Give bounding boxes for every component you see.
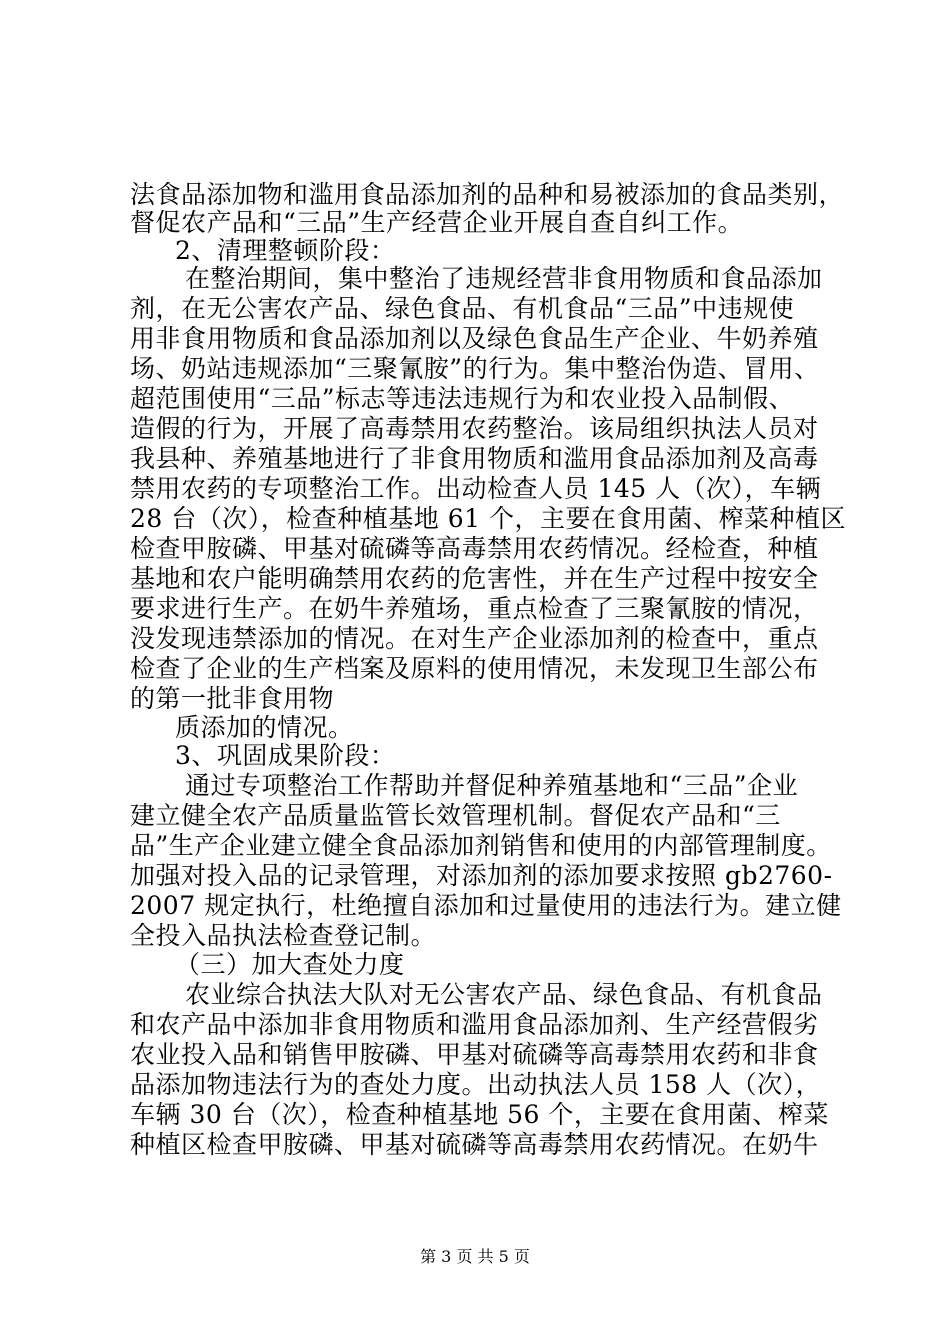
text-line: 种植区检查甲胺磷、甲基对硫磷等高毒禁用农药情况。在奶牛 xyxy=(130,1130,819,1159)
text-line: 28 台（次），检查种植基地 61 个，主要在食用菌、榨菜种植区 xyxy=(130,504,846,533)
text-line: 农业投入品和销售甲胺磷、甲基对硫磷等高毒禁用农药和非食 xyxy=(130,1040,819,1069)
text-line: 加强对投入品的记录管理，对添加剂的添加要求按照 gb2760- xyxy=(130,861,833,890)
text-line: 我县种、养殖基地进行了非食用物质和滥用食品添加剂及高毒 xyxy=(130,444,819,473)
section-heading: 2、清理整顿阶段： xyxy=(175,236,396,265)
text-line: 基地和农户能明确禁用农药的危害性，并在生产过程中按安全 xyxy=(130,564,819,593)
text-line: 没发现违禁添加的情况。在对生产企业添加剂的检查中，重点 xyxy=(130,624,819,653)
text-line: 禁用农药的专项整治工作。出动检查人员 145 人（次），车辆 xyxy=(130,474,822,503)
text-line: 用非食用物质和食品添加剂以及绿色食品生产企业、牛奶养殖 xyxy=(130,324,819,353)
text-line: 要求进行生产。在奶牛养殖场，重点检查了三聚氰胺的情况， xyxy=(130,594,819,623)
text-line: 造假的行为，开展了高毒禁用农药整治。该局组织执法人员对 xyxy=(130,414,819,443)
text-line: 场、奶站违规添加“三聚氰胺”的行为。集中整治伪造、冒用、 xyxy=(130,354,820,383)
text-line: 和农产品中添加非食用物质和滥用食品添加剂、生产经营假劣 xyxy=(130,1010,819,1039)
text-line: 建立健全农产品质量监管长效管理机制。督促农产品和“三 xyxy=(130,801,781,830)
text-line: 检查了企业的生产档案及原料的使用情况，未发现卫生部公布 xyxy=(130,654,819,683)
text-line: 检查甲胺磷、甲基对硫磷等高毒禁用农药情况。经检查，种植 xyxy=(130,534,819,563)
text-line: 剂，在无公害农产品、绿色食品、有机食品“三品”中违规使 xyxy=(130,294,795,323)
text-line: 农业综合执法大队对无公害农产品、绿色食品、有机食品 xyxy=(185,980,823,1009)
text-line: 督促农产品和“三品”生产经营企业开展自查自纠工作。 xyxy=(130,208,744,237)
text-line: 通过专项整治工作帮助并督促种养殖基地和“三品”企业 xyxy=(185,771,799,800)
text-line: 2007 规定执行，杜绝擅自添加和过量使用的违法行为。建立健 xyxy=(130,891,842,920)
text-line: 全投入品执法检查登记制。 xyxy=(130,921,437,950)
text-line: 车辆 30 台（次），检查种植基地 56 个，主要在食用菌、榨菜 xyxy=(130,1100,829,1129)
text-line: 超范围使用“三品”标志等违法违规行为和农业投入品制假、 xyxy=(130,384,795,413)
text-line: 法食品添加物和滥用食品添加剂的品种和易被添加的食品类别， xyxy=(130,180,845,209)
text-line: 品添加物违法行为的查处力度。出动执法人员 158 人（次）， xyxy=(130,1070,822,1099)
text-line: 品”生产企业建立健全食品添加剂销售和使用的内部管理制度。 xyxy=(130,831,832,860)
text-line: 质添加的情况。 xyxy=(175,713,354,742)
page-footer: 第 3 页 共 5 页 xyxy=(420,1247,530,1266)
text-line: 在整治期间，集中整治了违规经营非食用物质和食品添加 xyxy=(185,264,823,293)
section-heading: 3、巩固成果阶段： xyxy=(175,741,396,770)
section-heading: （三）加大查处力度 xyxy=(175,950,405,979)
text-line: 的第一批非食用物 xyxy=(130,684,335,713)
